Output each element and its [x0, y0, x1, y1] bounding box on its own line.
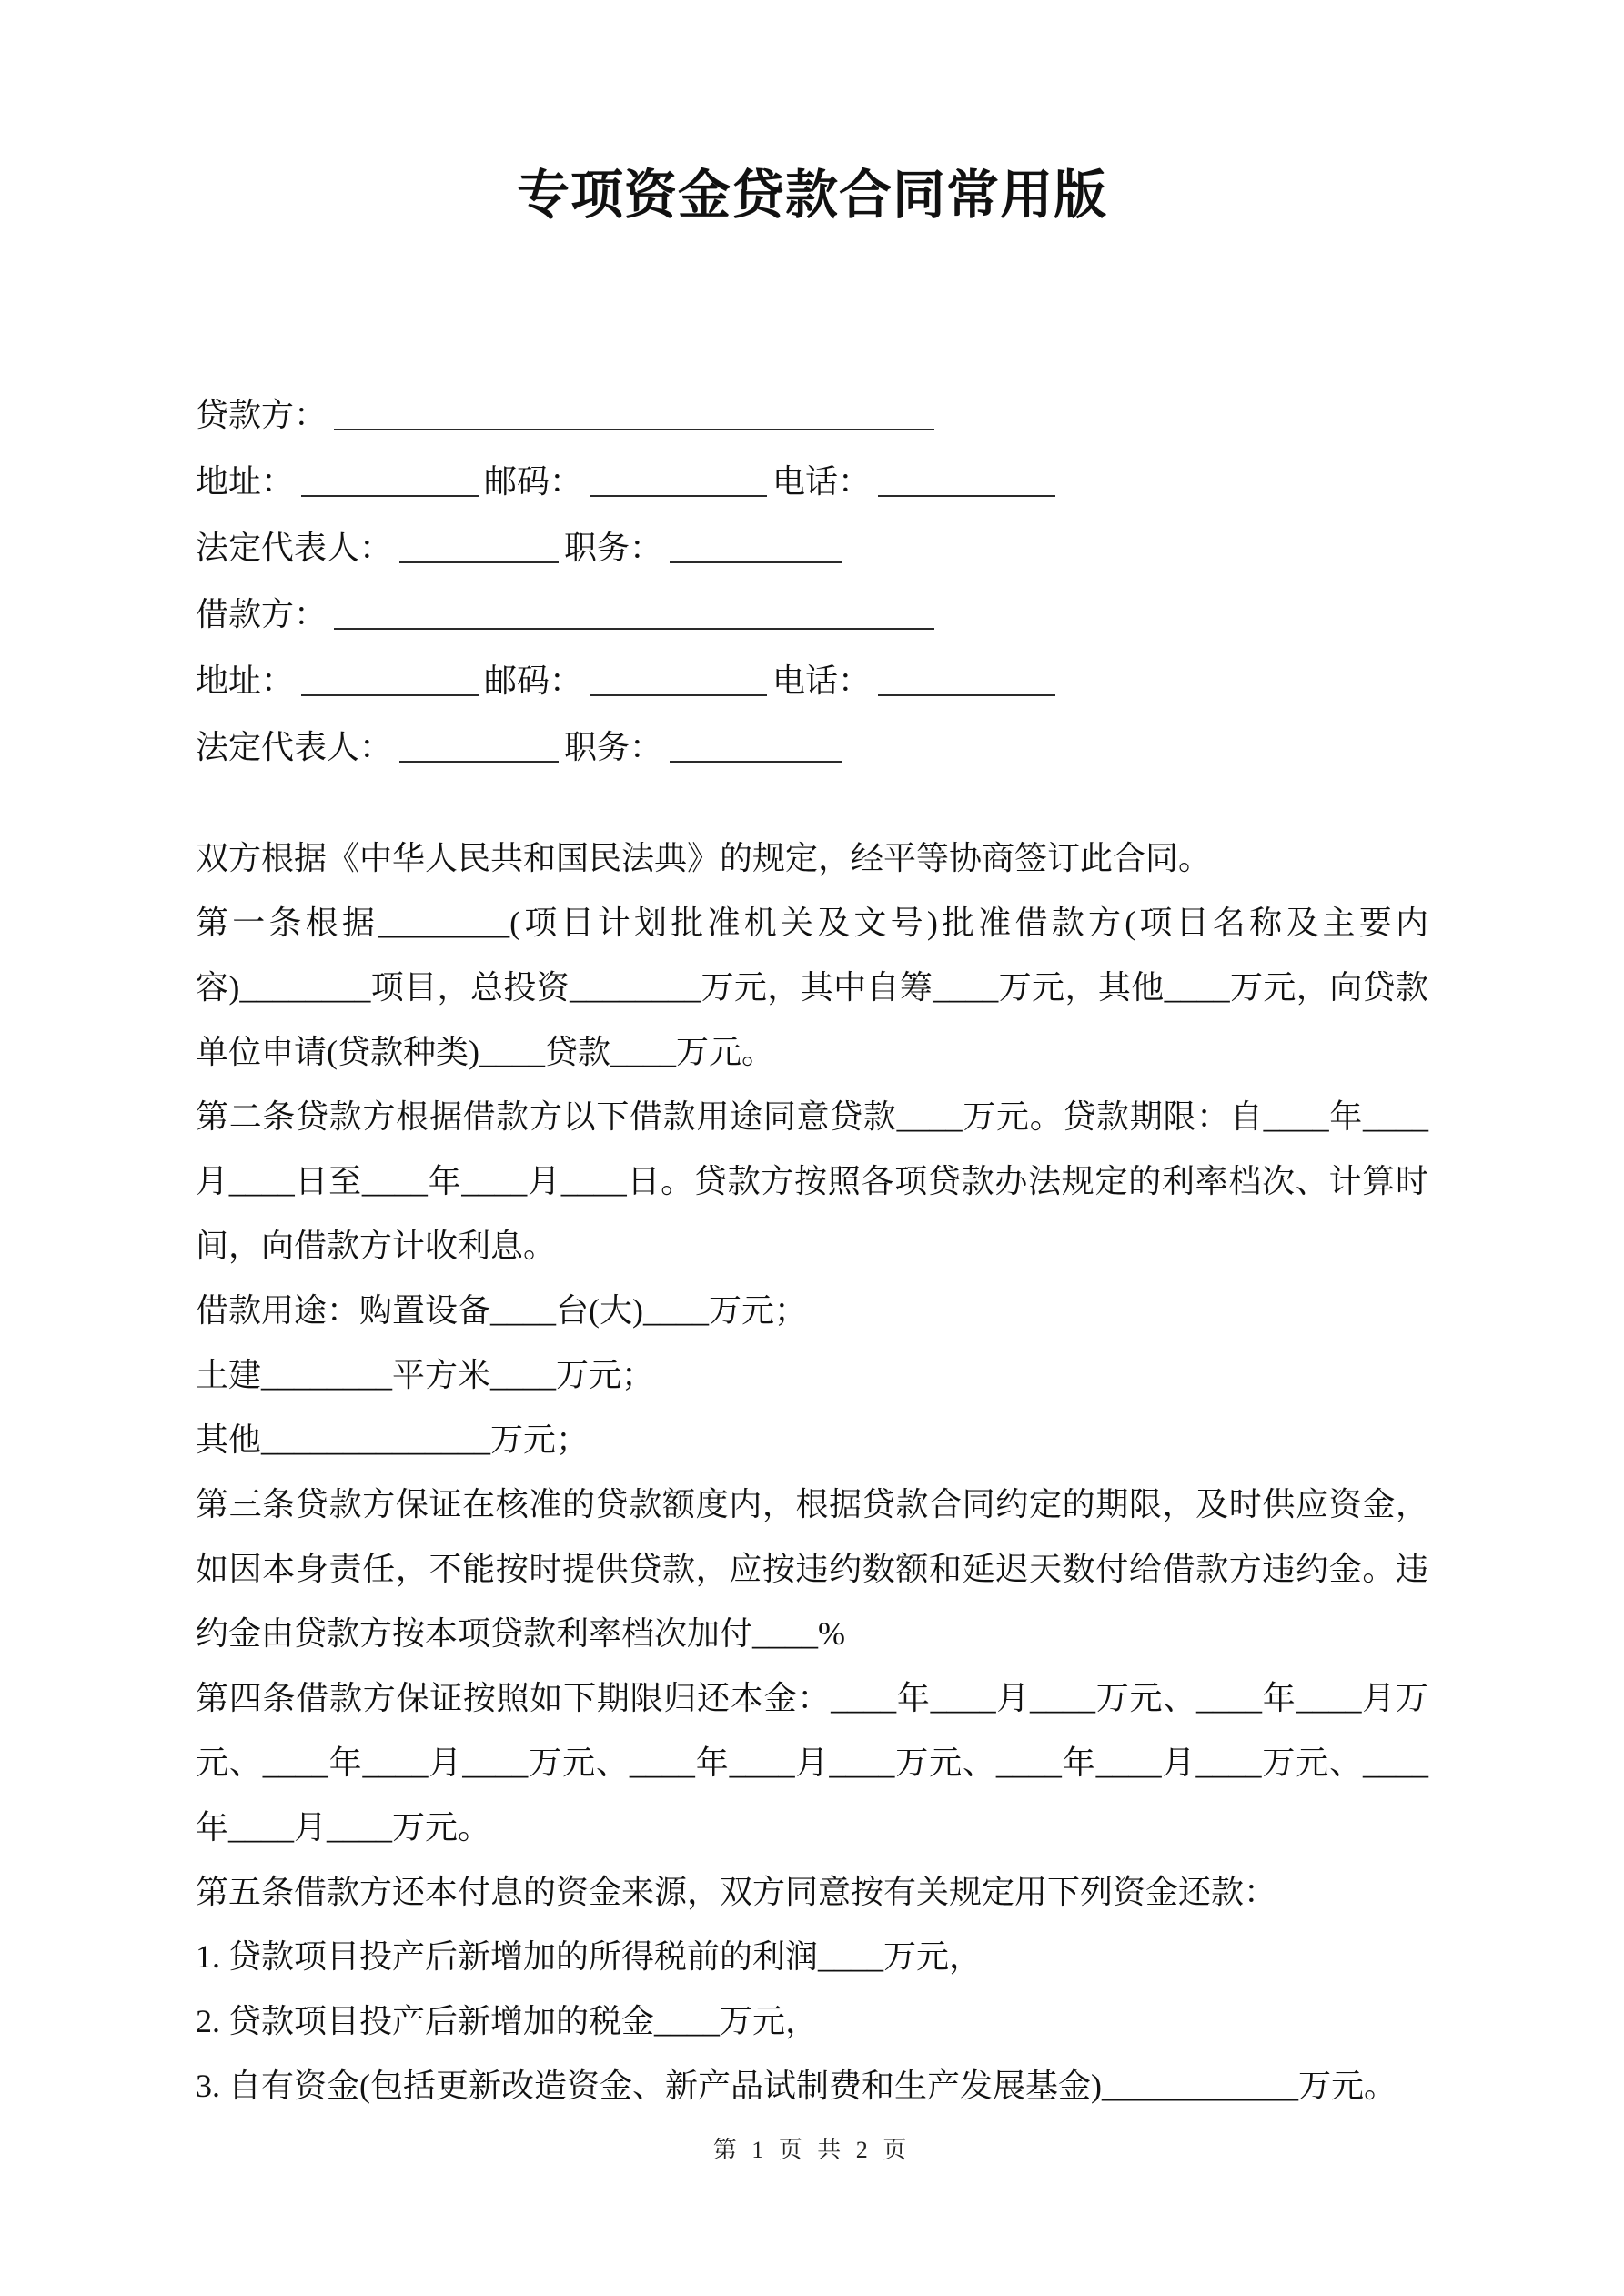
lender-info-section — [196, 382, 1428, 582]
lender-name-blank-line — [334, 401, 934, 430]
lender-name-row — [196, 382, 1428, 449]
lender-postal-blank-line — [590, 468, 767, 497]
borrower-phone-label: 电话： — [772, 663, 872, 699]
lender-postal-label: 邮码： — [484, 463, 583, 500]
lender-legal-rep-blank-line — [399, 534, 559, 563]
lender-title-label: 职务： — [564, 530, 663, 566]
borrower-address-blank-line — [301, 667, 479, 696]
repayment-source-item-2: 2. 贷款项目投产后新增加的税金____万元， — [196, 2003, 819, 2039]
borrower-title-label: 职务： — [564, 729, 663, 765]
repayment-source-item-3: 3. 自有资金(包括更新改造资金、新产品试制费和生产发展基金)____________万元。 — [196, 2068, 1397, 2104]
preamble-paragraph: 双方根据《中华人民共和国民法典》的规定，经平等协商签订此合同。 — [196, 840, 1212, 876]
lender-contact-row — [196, 449, 1428, 515]
borrower-legal-rep-label: 法定代表人： — [196, 729, 393, 765]
page-title: 专项资金贷款合同常用版 — [516, 166, 1107, 225]
page-number-footer: 第 1 页 共 2 页 — [712, 2137, 912, 2163]
borrower-contact-row — [196, 648, 1428, 714]
borrower-legal-rep-blank-line — [399, 733, 559, 763]
borrower-name-row — [196, 582, 1428, 648]
loan-purpose-construction-line: 土建________平方米____万元； — [196, 1357, 655, 1393]
lender-legal-rep-label: 法定代表人： — [196, 530, 393, 566]
repayment-source-item-1: 1. 贷款项目投产后新增加的所得税前的利润____万元， — [196, 1938, 983, 1975]
borrower-name-label: 借款方： — [196, 596, 328, 632]
clause-5-paragraph: 第五条借款方还本付息的资金来源，双方同意按有关规定用下列资金还款： — [196, 1874, 1277, 1910]
borrower-phone-blank-line — [878, 667, 1055, 696]
borrower-title-blank-line — [670, 733, 842, 763]
clause-1-paragraph: 第一条根据________(项目计划批准机关及文号)批准借款方(项目名称及主要内容)________项目，总投资________万元，其中自筹____万元，其他____万元，向贷款单位申请(贷款种类)____贷款____万元。 — [196, 905, 1428, 1070]
lender-title-blank-line — [670, 534, 842, 563]
borrower-representative-row — [196, 714, 1428, 781]
borrower-postal-blank-line — [590, 667, 767, 696]
loan-purpose-equipment-line: 借款用途：购置设备____台(大)____万元； — [196, 1292, 807, 1329]
lender-address-blank-line — [301, 468, 479, 497]
borrower-postal-label: 邮码： — [484, 663, 583, 699]
borrower-info-section — [196, 582, 1428, 781]
clause-4-paragraph: 第四条借款方保证按照如下期限归还本金：____年____月____万元、____年____月万元、____年____月____万元、____年____月____万元、____年____月____万元、____年____月____万元。 — [196, 1680, 1428, 1846]
contract-body — [196, 826, 1428, 2119]
clause-3-paragraph: 第三条贷款方保证在核准的贷款额度内，根据贷款合同约定的期限，及时供应资金，如因本身责任，不能按时提供贷款，应按违约数额和延迟天数付给借款方违约金。违约金由贷款方按本项贷款利率档次加付____% — [196, 1486, 1428, 1652]
lender-address-label: 地址： — [196, 463, 295, 500]
lender-phone-blank-line — [878, 468, 1055, 497]
loan-purpose-other-line: 其他______________万元； — [196, 1421, 590, 1458]
lender-representative-row — [196, 515, 1428, 582]
borrower-address-label: 地址： — [196, 663, 295, 699]
borrower-name-blank-line — [334, 601, 934, 630]
lender-phone-label: 电话： — [772, 463, 872, 500]
lender-name-label: 贷款方： — [196, 397, 328, 433]
clause-2-paragraph: 第二条贷款方根据借款方以下借款用途同意贷款____万元。贷款期限：自____年____月____日至____年____月____日。贷款方按照各项贷款办法规定的利率档次、计算时间，向借款方计收利息。 — [196, 1098, 1428, 1264]
